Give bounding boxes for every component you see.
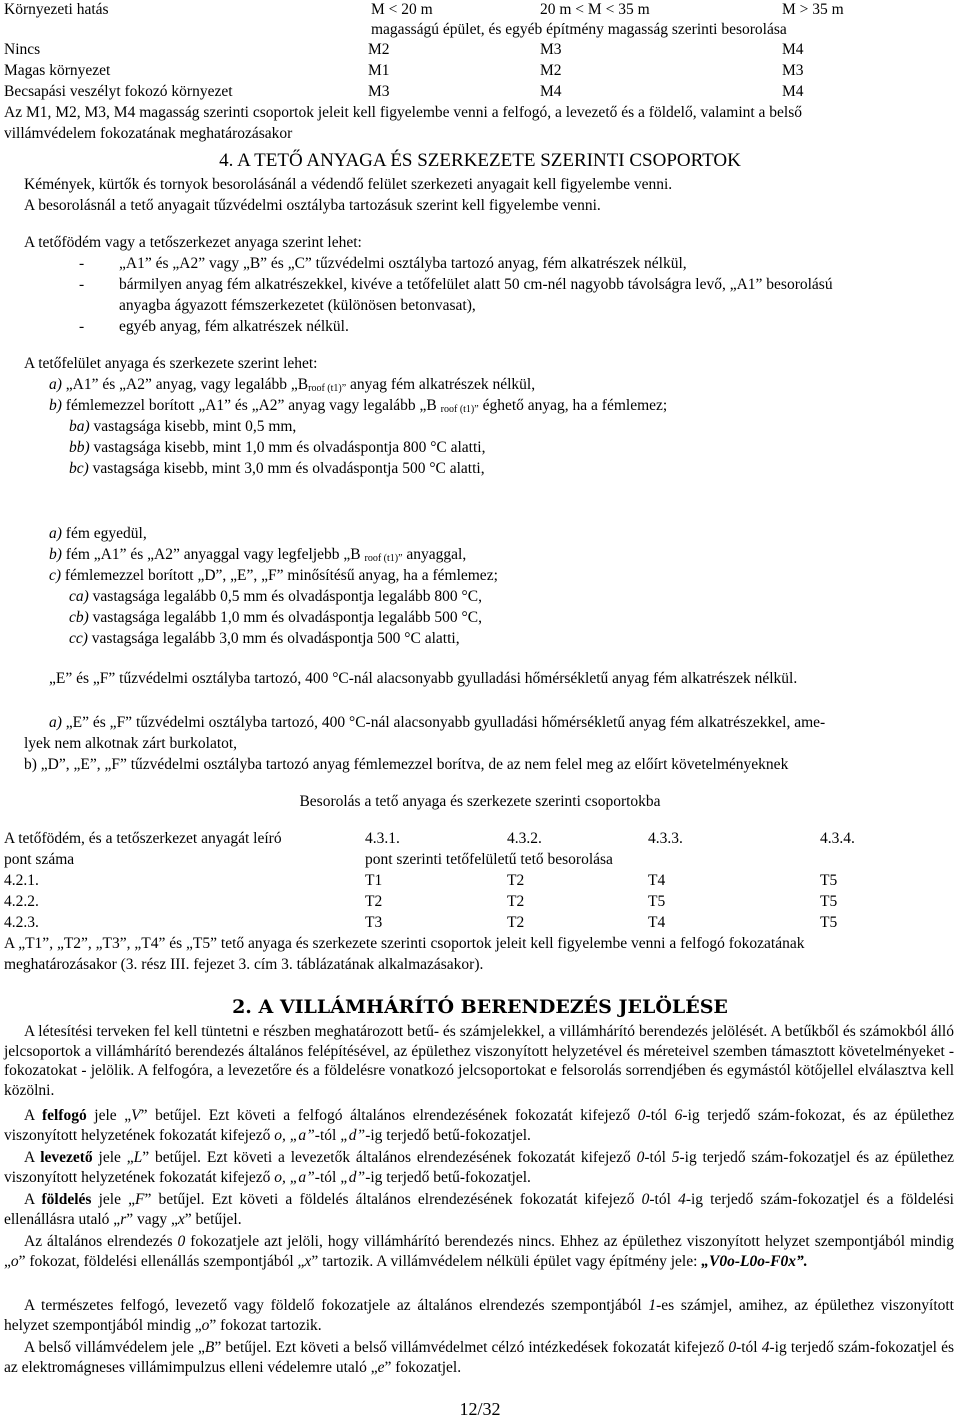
item-label: bc) bbox=[69, 460, 89, 477]
text: ” betűjel. Ezt követi a belső villámvédelmet célzó intézkedések fokozatát kifejező bbox=[214, 1339, 729, 1356]
symbol: 0 bbox=[637, 1107, 646, 1124]
text: Az általános elrendezés bbox=[24, 1233, 178, 1250]
table1-cell: M3 bbox=[368, 83, 390, 100]
text: -tól bbox=[314, 1168, 341, 1186]
item-text: anyaggal, bbox=[406, 546, 467, 563]
table2-cell: T2 bbox=[365, 893, 383, 910]
list-item bbox=[49, 396, 667, 420]
table1-cell: M4 bbox=[540, 83, 562, 100]
table2-cell: T2 bbox=[507, 893, 525, 910]
text: -tól bbox=[645, 1107, 675, 1124]
table2-header-col: 4.3.4. bbox=[820, 830, 855, 847]
item-text: fémlemezzel borított „D”, „E”, „F” minősítésű anyag, ha a fémlemez; bbox=[64, 567, 498, 584]
list-item: b) „D”, „E”, „F” tűzvédelmi osztályba tartozó anyag fémlemezzel borítva, de az nem felel meg az előírt követelményeknek bbox=[24, 756, 789, 773]
text: jele „ bbox=[91, 1191, 135, 1208]
text: -ig terjedő szám-fokozatjel és az épülethez viszonyított helyzetének fokozatát kifejező bbox=[4, 1149, 954, 1186]
symbol: 6 bbox=[674, 1107, 683, 1124]
table1-header-col3: M > 35 m bbox=[782, 1, 844, 18]
item-label: a) bbox=[49, 714, 62, 731]
symbol: 1 bbox=[648, 1297, 657, 1314]
table2-cell: T4 bbox=[648, 872, 666, 889]
table-row bbox=[0, 892, 960, 912]
list-item bbox=[49, 375, 535, 399]
text: A természetes felfogó, levezető vagy földelő fokozatjele az általános elrendezés szempontjából bbox=[24, 1297, 649, 1314]
text: fokozatjele azt jelöli, hogy villámhárító berendezés nincs. Ehhez az épülethez viszonyított helyzet szempontjából mindig „ bbox=[4, 1233, 955, 1270]
text: jele „ bbox=[86, 1107, 132, 1124]
list-item bbox=[49, 713, 825, 733]
symbol: x bbox=[177, 1210, 185, 1228]
section4-title: 4. A TETŐ ANYAGA ÉS SZERKEZETE SZERINTI CSOPORTOK bbox=[219, 150, 741, 171]
list-item-continued: anyagba ágyazott fémszerkezetet (különösen betonvasat), bbox=[119, 297, 476, 314]
table2-cell: T2 bbox=[507, 872, 525, 889]
symbol: 4 bbox=[761, 1339, 770, 1356]
section2-altalanos bbox=[4, 1232, 954, 1271]
text: -tól bbox=[736, 1339, 762, 1356]
item-text: vastagsága legalább 1,0 mm és olvadáspontja legalább 500 °C, bbox=[92, 609, 482, 626]
symbol: „d” bbox=[340, 1126, 366, 1144]
symbol: 4 bbox=[678, 1191, 686, 1208]
section4-p3: A tetőfödém vagy a tetőszerkezet anyaga szerint lehet: bbox=[24, 234, 362, 251]
list-dash: - bbox=[79, 255, 85, 272]
item-label: cc) bbox=[69, 630, 88, 647]
table1-cell: M3 bbox=[782, 62, 804, 79]
table1-header-row bbox=[0, 0, 960, 20]
item-text: vastagsága kisebb, mint 1,0 mm és olvadáspontja 800 °C alatti, bbox=[93, 439, 486, 456]
table2-cell: T5 bbox=[648, 893, 666, 910]
table1-cell: M2 bbox=[368, 41, 390, 58]
table2-title: Besorolás a tető anyaga és szerkezete szerinti csoportokba bbox=[299, 793, 661, 810]
text: ” fokozatjel. bbox=[384, 1358, 462, 1376]
table1-note-line1: Az M1, M2, M3, M4 magasság szerinti csoportok jeleit kell figyelembe venni a felfogó, a levezető és a földelő, valamint a belső bbox=[4, 104, 803, 121]
symbol: B bbox=[204, 1339, 215, 1356]
text: ” betűjel. Ezt követi a földelés általános elrendezésének fokozatát kifejező bbox=[144, 1191, 642, 1208]
text: -ig terjedő szám-fokozatjel és a földelési ellenállásra utaló „ bbox=[4, 1191, 954, 1228]
table1-header-label: Környezeti hatás bbox=[4, 1, 109, 18]
table2-row-label: 4.2.1. bbox=[4, 872, 39, 889]
table1-cell: M3 bbox=[540, 41, 562, 58]
list-item bbox=[69, 629, 460, 649]
symbol: x bbox=[304, 1252, 312, 1270]
table1-header-col1: M < 20 m bbox=[371, 1, 433, 18]
list-item bbox=[49, 566, 498, 586]
item-label: bb) bbox=[69, 439, 90, 456]
table2-header-col: 4.3.1. bbox=[365, 830, 400, 847]
symbol: 5 bbox=[671, 1149, 680, 1166]
list-item bbox=[49, 524, 147, 544]
symbol: 0 bbox=[636, 1149, 645, 1166]
text: ” fokozat, földelési ellenállás szempontjából „ bbox=[18, 1252, 305, 1270]
text: -ig terjedő szám-fokozatjel és az elektromágneses villámimpulzus elleni védelemre utaló „ bbox=[4, 1339, 955, 1376]
list-item bbox=[69, 417, 296, 437]
symbol: 0 bbox=[641, 1191, 650, 1208]
item-text: „E” és „F” tűzvédelmi osztályba tartozó, 400 °C-nál alacsonyabb gyulladási hőmérsékletű anyag fém alkatrészekkel, ame- bbox=[65, 714, 826, 731]
list-item: egyéb anyag, fém alkatrészek nélkül. bbox=[119, 318, 349, 335]
table1-cell: M1 bbox=[368, 62, 390, 79]
ef-line: „E” és „F” tűzvédelmi osztályba tartozó, 400 °C-nál alacsonyabb gyulladási hőmérsékletű anyag fém alkatrészek nélkül. bbox=[49, 670, 798, 687]
section2-title: 2. A VILLÁMHÁRÍTÓ BERENDEZÉS JELÖLÉSE bbox=[232, 996, 728, 1018]
table2-row-label: 4.2.2. bbox=[4, 893, 39, 910]
table2-cell: T5 bbox=[820, 893, 838, 910]
symbol: V bbox=[131, 1107, 141, 1124]
text: ” betűjel. Ezt követi a felfogó általános elrendezésének fokozatát kifejező bbox=[140, 1107, 638, 1124]
symbol: o, „a” bbox=[274, 1168, 315, 1186]
section2-levezeto bbox=[4, 1148, 954, 1187]
table2-cell: T5 bbox=[820, 872, 838, 889]
table2-note-line2: meghatározásakor (3. rész III. fejezet 3. cím 3. táblázatának alkalmazásakor). bbox=[4, 956, 484, 973]
list-item bbox=[69, 608, 482, 628]
table2-header-text: pont szerinti tetőfelületű tető besorolása bbox=[365, 851, 613, 868]
list-item bbox=[69, 438, 485, 458]
symbol: o bbox=[10, 1252, 19, 1270]
section2-foldeles bbox=[4, 1190, 954, 1229]
text: -tól bbox=[314, 1126, 341, 1144]
table1-cell: M2 bbox=[540, 62, 562, 79]
table1-row-label: Becsapási veszélyt fokozó környezet bbox=[4, 83, 233, 100]
section2-termeszetes bbox=[4, 1296, 954, 1335]
item-text: fémlemezzel borított „A1” és „A2” anyag vagy legalább „B bbox=[65, 397, 437, 414]
table2-note-line1: A „T1”, „T2”, „T3”, „T4” és „T5” tető anyaga és szerkezete szerinti csoportok jeleit kell figyelembe venni a felfogó fokozatának bbox=[4, 935, 805, 952]
item-subscript: roof (t1)” bbox=[440, 404, 479, 415]
text: A bbox=[24, 1149, 41, 1166]
item-label: cb) bbox=[69, 609, 89, 626]
text: -tól bbox=[644, 1149, 672, 1166]
table-row bbox=[0, 82, 960, 102]
text: ” fokozat tartozik. bbox=[209, 1316, 322, 1334]
symbol: 0 bbox=[177, 1233, 186, 1250]
symbol: 0 bbox=[728, 1339, 737, 1356]
item-label: a) bbox=[49, 525, 62, 542]
table1-note-line2: villámvédelem fokozatának meghatározásakor bbox=[4, 125, 293, 142]
table2-header-row2 bbox=[0, 850, 960, 870]
section4-p2: A besorolásnál a tető anyagait tűzvédelmi osztályba tartozásuk szerint kell figyelembe venni. bbox=[24, 197, 601, 214]
item-label: a) bbox=[49, 376, 62, 393]
list-item bbox=[49, 545, 466, 569]
term-bold: földelés bbox=[41, 1191, 92, 1208]
text: ” betűjel. bbox=[184, 1210, 242, 1228]
item-text: éghető anyag, ha a fémlemez; bbox=[482, 397, 668, 414]
item-label: ca) bbox=[69, 588, 89, 605]
section2-belso bbox=[4, 1338, 954, 1377]
list-dash: - bbox=[79, 276, 85, 293]
table1-header-col2: 20 m < M < 35 m bbox=[540, 1, 650, 18]
table2-cell: T1 bbox=[365, 872, 383, 889]
item-label: b) bbox=[49, 397, 62, 414]
table1-row-label: Nincs bbox=[4, 41, 41, 58]
text: jele „ bbox=[92, 1149, 134, 1166]
table-row bbox=[0, 871, 960, 891]
table1-row-label: Magas környezet bbox=[4, 62, 111, 79]
text: ” tartozik. A villámvédelem nélküli épület vagy építmény jele: bbox=[311, 1252, 702, 1270]
table2-header-row bbox=[0, 829, 960, 849]
symbol: o, „a” bbox=[274, 1126, 315, 1144]
table2-row-label: 4.2.3. bbox=[4, 914, 39, 931]
list-item bbox=[69, 587, 482, 607]
text: -ig terjedő betű-fokozatjel. bbox=[365, 1168, 531, 1186]
term-bold: felfogó bbox=[41, 1107, 87, 1124]
list-item: bármilyen anyag fém alkatrészekkel, kivéve a tetőfelület alatt 50 cm-nél nagyobb távolságra levő, „A1” besorolású bbox=[119, 276, 833, 293]
symbol: „d” bbox=[340, 1168, 366, 1186]
symbol: o bbox=[201, 1316, 210, 1334]
text: -ig terjedő szám-fokozat, és az épülethez viszonyított helyzetének fokozatát kifejező bbox=[4, 1107, 955, 1144]
table-row bbox=[0, 913, 960, 933]
symbol: L bbox=[133, 1149, 143, 1166]
table1-cell: M4 bbox=[782, 83, 804, 100]
table2-header-col: 4.3.3. bbox=[648, 830, 683, 847]
section2-felfogo bbox=[4, 1106, 954, 1145]
table2-cell: T5 bbox=[820, 914, 838, 931]
list-dash: - bbox=[79, 318, 85, 335]
text: -ig terjedő betű-fokozatjel. bbox=[365, 1126, 531, 1144]
item-text: vastagsága kisebb, mint 3,0 mm és olvadáspontja 500 °C alatti, bbox=[92, 460, 485, 477]
table2-cell: T2 bbox=[507, 914, 525, 931]
item-label: b) bbox=[49, 546, 62, 563]
text: ” betűjel. Ezt követi a levezetők általános elrendezésének fokozatát kifejező bbox=[142, 1149, 637, 1166]
text: A belső villámvédelem jele „ bbox=[24, 1339, 205, 1356]
list-item: „A1” és „A2” vagy „B” és „C” tűzvédelmi osztályba tartozó anyag, fém alkatrészek nélkül, bbox=[119, 255, 687, 272]
table2-header-col: 4.3.2. bbox=[507, 830, 542, 847]
item-text: fém „A1” és „A2” anyaggal vagy legfeljebb „B bbox=[65, 546, 361, 563]
item-label: c) bbox=[49, 567, 62, 584]
symbol: e bbox=[377, 1358, 385, 1376]
text: -tól bbox=[649, 1191, 679, 1208]
item-subscript: roof (t1)” bbox=[308, 383, 347, 394]
table-row bbox=[0, 61, 960, 81]
term-bold: levezető bbox=[40, 1149, 93, 1166]
page-number: 12/32 bbox=[459, 1399, 501, 1419]
item-text: vastagsága kisebb, mint 0,5 mm, bbox=[93, 418, 297, 435]
code-bold: „V0o-L0o-F0x”. bbox=[701, 1252, 808, 1270]
table1-header-subtitle: magasságú épület, és egyéb építmény magasság szerinti besorolása bbox=[371, 21, 787, 38]
item-text: anyag fém alkatrészek nélkül, bbox=[350, 376, 536, 393]
section2-intro: A létesítési terveken fel kell tüntetni e részben meghatározott betű- és számjelekkel, a villámhárító berendezés jelölését. A betűkből és számokból álló jelcsoportok a villámhárító berendezés általános felépítésével, az épülethez viszonyított helyzetével és méreteivel szemben támasztott követelményeket - fokozatokat - jelölik. A felfogóra, a levezetőre és a földelésre vonatkozó jelcsoportokat e felsorolás sorrendjében és egymástól kötőjellel elválasztva kell közölni. bbox=[4, 1023, 954, 1099]
text: ” vagy „ bbox=[126, 1210, 178, 1228]
list-item bbox=[69, 459, 485, 479]
item-text: „A1” és „A2” anyag, vagy legalább „B bbox=[65, 376, 309, 393]
table2-header-label: pont száma bbox=[4, 851, 75, 868]
symbol: r bbox=[120, 1210, 127, 1228]
table-row bbox=[0, 40, 960, 60]
symbol: F bbox=[135, 1191, 145, 1208]
table2-cell: T4 bbox=[648, 914, 666, 931]
item-text: fém egyedül, bbox=[65, 525, 147, 542]
table1-cell: M4 bbox=[782, 41, 804, 58]
table2-header-label: A tetőfödém, és a tetőszerkezet anyagát leíró bbox=[4, 830, 282, 847]
list-item-continued: lyek nem alkotnak zárt burkolatot, bbox=[24, 735, 238, 752]
section4-p4: A tetőfelület anyaga és szerkezete szerint lehet: bbox=[24, 355, 318, 372]
text: A bbox=[24, 1191, 42, 1208]
section4-p1: Kémények, kürtők és tornyok besorolásánál a védendő felület szerkezeti anyagait kell figyelembe venni. bbox=[24, 176, 673, 193]
item-text: vastagsága legalább 3,0 mm és olvadáspontja 500 °C alatti, bbox=[91, 630, 460, 647]
text: A bbox=[24, 1107, 42, 1124]
item-subscript: roof (t1)” bbox=[364, 553, 403, 564]
text: -es számjel, amihez, az épülethez viszonyított helyzet szempontjából mindig „ bbox=[4, 1297, 954, 1334]
item-label: ba) bbox=[69, 418, 90, 435]
item-text: vastagsága legalább 0,5 mm és olvadáspontja legalább 800 °C, bbox=[92, 588, 482, 605]
table2-cell: T3 bbox=[365, 914, 383, 931]
